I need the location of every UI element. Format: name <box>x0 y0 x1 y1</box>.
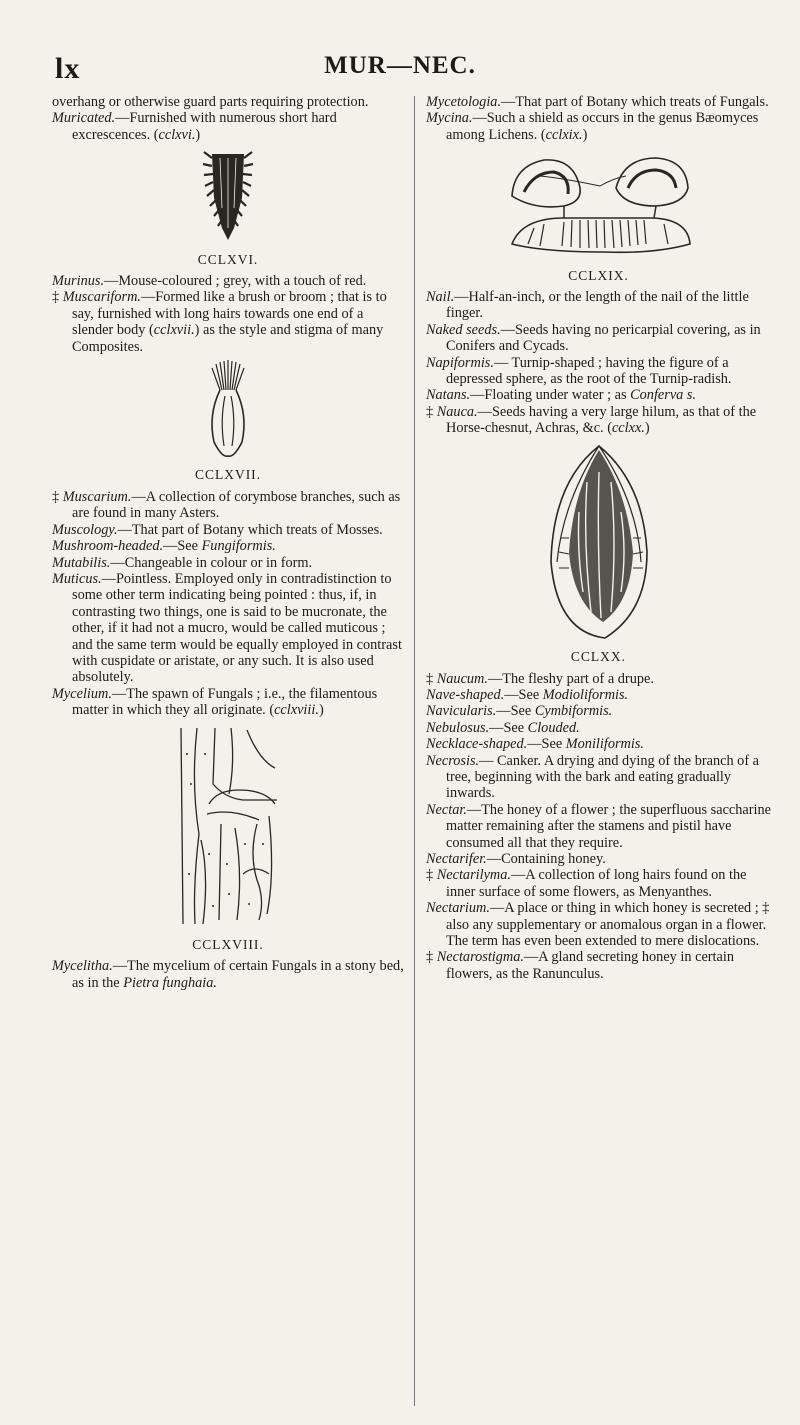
entry-necklace-shaped: Necklace-shaped.—See Moniliformis. <box>426 736 644 753</box>
entry-mycetologia: Mycetologia.—That part of Botany which treats of Fungals. <box>426 94 769 110</box>
entry-muscology: Muscology.—That part of Botany which treats of Mosses. <box>52 521 383 538</box>
figure-caption: CCLXVIII. <box>192 936 264 952</box>
entry-nave-shaped: Nave-shaped.—See Modioliformis. <box>426 686 629 703</box>
figure-cclxviii <box>52 724 404 934</box>
lichen-shields-icon <box>504 148 694 260</box>
column-divider <box>414 96 415 1406</box>
entry-mushroom-headed: Mushroom-headed.—See Fungiformis. <box>52 538 276 555</box>
entry-nectarostigma: ‡ Nectarostigma.—A gland secreting honey in certain flowers, as the Ranunculus. <box>426 949 734 982</box>
mycelium-threads-icon <box>173 724 283 930</box>
entry-natans: Natans.—Floating under water ; as Conferva s. <box>426 387 697 404</box>
entry-muticus: Muticus.—Pointless. Employed only in contradistinction to some other term indicating being pointed : thus, if, in contrasting two things, one is said to be mucronate, the other, if it had not a mucro, would be called muticous ; and the same term would be equally employed in contrast with cuspidate or aristate, or any such. It is also used absolutely. <box>52 570 402 686</box>
entry-nectar: Nectar.—The honey of a flower ; the superfluous saccharine matter remaining after the stamens and pistil have consumed all that they require. <box>426 801 772 851</box>
muricated-body-icon <box>198 148 258 244</box>
figure-caption: CCLXX. <box>570 649 627 665</box>
entry-naked-seeds: Naked seeds.—Seeds having no pericarpial covering, as in Conifers and Cycads. <box>426 321 761 355</box>
entry-mycelium: Mycelium.—The spawn of Fungals ; i.e., the filamentous matter in which they all originate. (cclxviii.) <box>52 685 378 719</box>
entry-muscariform: ‡ Muscariform.—Formed like a brush or broom ; that is to say, furnished with long hairs towards one end of a slender body (cclxvii.) as the style and stigma of many Composites. <box>52 289 387 355</box>
entry-necrosis: Necrosis.— Canker. A drying and dying of the branch of a tree, beginning with the bark and eating gradually inwards. <box>426 752 760 802</box>
entry-nectarilyma: ‡ Nectarilyma.—A collection of long hairs found on the inner surface of some flowers, as Menyanthes. <box>426 867 747 900</box>
page-number: lx <box>55 52 81 85</box>
figure-caption: CCLXVII. <box>194 467 262 483</box>
right-column <box>426 94 771 982</box>
entry-muscarium: ‡ Muscarium.—A collection of corymbose branches, such as are found in many Asters. <box>52 488 401 522</box>
entry-napiformis: Napiformis.— Turnip-shaped ; having the figure of a depressed sphere, as the root of the Turnip-radish. <box>426 354 732 388</box>
entry-mycelitha: Mycelitha.—The mycelium of certain Fungals in a stony bed, as in the Pietra funghaia. <box>52 958 404 991</box>
figure-cclxvi <box>52 148 404 248</box>
figure-caption: CCLXVI. <box>197 251 259 267</box>
entry-mycina: Mycina.—Such a shield as occurs in the genus Bæomyces among Lichens. (cclxix.) <box>426 110 759 143</box>
entry-nectarifer: Nectarifer.—Containing honey. <box>426 850 606 867</box>
entry-nauca: ‡ Nauca.—Seeds having a very large hilum, as that of the Horse-chesnut, Achras, &c. (cclxx.) <box>426 403 757 437</box>
entry-naucum: ‡ Naucum.—The fleshy part of a drupe. <box>426 670 654 687</box>
entry-muricated: Muricated.—Furnished with numerous short hard excrescences. (cclxvi.) <box>52 110 337 143</box>
entry-navicularis: Navicularis.—See Cymbiformis. <box>426 703 613 720</box>
entry-murinus: Murinus.—Mouse-coloured ; grey, with a touch of red. <box>52 273 367 290</box>
figure-cclxx <box>426 442 771 646</box>
entry-mutabilis: Mutabilis.—Changeable in colour or in form. <box>52 554 313 571</box>
figure-caption: CCLXIX. <box>568 267 629 283</box>
entry-nail: Nail.—Half-an-inch, or the length of the nail of the little finger. <box>426 289 749 322</box>
entry-nebulosus: Nebulosus.—See Clouded. <box>426 719 580 736</box>
running-head: MUR—NEC. <box>324 52 476 79</box>
entry-nectarium: Nectarium.—A place or thing in which honey is secreted ; ‡ also any supplementary or anomalous organ in a flower. The term has even been extended to mere dislocations. <box>426 900 770 949</box>
brush-style-icon <box>198 360 258 460</box>
figure-cclxix <box>426 148 771 264</box>
seed-hilum-icon <box>543 442 655 642</box>
entry-continuation: overhang or otherwise guard parts requiring protection. <box>52 94 369 110</box>
figure-cclxvii <box>52 360 404 464</box>
left-column <box>52 94 404 991</box>
